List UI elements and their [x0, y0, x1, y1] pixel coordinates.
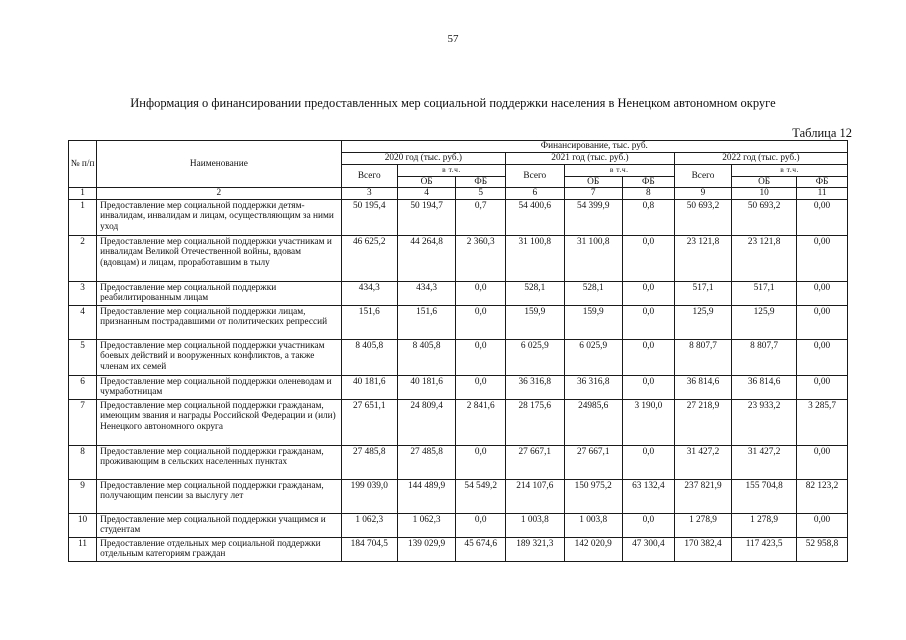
row-value: 0,0: [456, 445, 506, 479]
row-value: 50 693,2: [732, 199, 797, 235]
row-value: 31 100,8: [506, 235, 564, 281]
row-name: Предоставление мер социальной поддержки оленеводам и чумработницам: [97, 375, 342, 399]
row-value: 23 121,8: [732, 235, 797, 281]
table-row: [69, 537, 848, 561]
row-value: 0,0: [456, 513, 506, 537]
row-value: 24985,6: [564, 399, 622, 445]
row-value: 517,1: [732, 281, 797, 305]
row-value: 36 316,8: [564, 375, 622, 399]
row-value: 28 175,6: [506, 399, 564, 445]
table-row: [69, 375, 848, 399]
row-value: 31 427,2: [732, 445, 797, 479]
row-value: 1 062,3: [397, 513, 455, 537]
row-value: 517,1: [674, 281, 731, 305]
row-name: Предоставление мер социальной поддержки участникам и инвалидам Великой Отечественной войны, вдовам (вдовцам) и лицам, проработавшим в тылу: [97, 235, 342, 281]
row-value: 214 107,6: [506, 479, 564, 513]
row-value: 8 405,8: [397, 339, 455, 375]
row-value: 1 062,3: [341, 513, 397, 537]
row-value: 47 300,4: [622, 537, 674, 561]
row-value: 50 194,7: [397, 199, 455, 235]
table-row: [69, 339, 848, 375]
row-number: 4: [69, 305, 97, 339]
row-value: 0,00: [797, 513, 848, 537]
col-number: 6: [506, 188, 564, 200]
row-number: 11: [69, 537, 97, 561]
header-year-2020: 2020 год (тыс. руб.): [341, 153, 505, 165]
row-value: 0,00: [797, 199, 848, 235]
col-number: 4: [397, 188, 455, 200]
row-value: 0,0: [622, 445, 674, 479]
row-value: 36 316,8: [506, 375, 564, 399]
row-number: 6: [69, 375, 97, 399]
header-fb-2022: ФБ: [797, 176, 848, 188]
row-value: 0,0: [622, 305, 674, 339]
row-value: 528,1: [564, 281, 622, 305]
row-value: 144 489,9: [397, 479, 455, 513]
row-value: 0,7: [456, 199, 506, 235]
row-value: 125,9: [732, 305, 797, 339]
row-value: 27 667,1: [564, 445, 622, 479]
row-value: 0,00: [797, 339, 848, 375]
row-number: 9: [69, 479, 97, 513]
row-value: 237 821,9: [674, 479, 731, 513]
row-value: 31 427,2: [674, 445, 731, 479]
header-financing: Финансирование, тыс. руб.: [341, 141, 847, 153]
header-year-2021: 2021 год (тыс. руб.): [506, 153, 675, 165]
row-value: 159,9: [506, 305, 564, 339]
row-name: Предоставление отдельных мер социальной поддержки отдельным категориям граждан: [97, 537, 342, 561]
row-value: 1 003,8: [506, 513, 564, 537]
row-value: 139 029,9: [397, 537, 455, 561]
row-value: 3 285,7: [797, 399, 848, 445]
col-number: 8: [622, 188, 674, 200]
row-value: 23 121,8: [674, 235, 731, 281]
header-total-2020: Всего: [341, 165, 397, 188]
header-total-2021: Всего: [506, 165, 564, 188]
row-value: 3 190,0: [622, 399, 674, 445]
row-value: 0,00: [797, 445, 848, 479]
row-value: 0,0: [622, 513, 674, 537]
row-value: 1 003,8: [564, 513, 622, 537]
row-value: 50 693,2: [674, 199, 731, 235]
row-value: 36 814,6: [732, 375, 797, 399]
row-value: 27 485,8: [341, 445, 397, 479]
row-value: 528,1: [506, 281, 564, 305]
row-number: 5: [69, 339, 97, 375]
financing-table: [68, 140, 848, 562]
col-number: 1: [69, 188, 97, 200]
row-value: 54 400,6: [506, 199, 564, 235]
row-value: 151,6: [341, 305, 397, 339]
table-label: Таблица 12: [792, 126, 852, 140]
row-value: 46 625,2: [341, 235, 397, 281]
row-value: 0,0: [456, 339, 506, 375]
header-ob-2020: ОБ: [397, 176, 455, 188]
header-incl-2021: в т.ч.: [564, 165, 674, 177]
row-value: 155 704,8: [732, 479, 797, 513]
header-incl-2022: в т.ч.: [732, 165, 848, 177]
row-value: 150 975,2: [564, 479, 622, 513]
col-number: 9: [674, 188, 731, 200]
row-value: 2 841,6: [456, 399, 506, 445]
table-row: [69, 199, 848, 235]
row-value: 0,8: [622, 199, 674, 235]
row-value: 44 264,8: [397, 235, 455, 281]
row-value: 1 278,9: [732, 513, 797, 537]
row-value: 63 132,4: [622, 479, 674, 513]
row-value: 0,00: [797, 281, 848, 305]
row-value: 0,00: [797, 305, 848, 339]
row-number: 10: [69, 513, 97, 537]
row-value: 0,0: [622, 281, 674, 305]
row-value: 199 039,0: [341, 479, 397, 513]
row-number: 7: [69, 399, 97, 445]
row-value: 27 218,9: [674, 399, 731, 445]
document-title: Информация о финансировании предоставленных мер социальной поддержки населения в Ненецком автономном округе: [130, 96, 776, 110]
table-row: [69, 281, 848, 305]
row-value: 0,00: [797, 375, 848, 399]
row-name: Предоставление мер социальной поддержки реабилитированным лицам: [97, 281, 342, 305]
row-number: 1: [69, 199, 97, 235]
row-value: 0,0: [456, 305, 506, 339]
row-number: 2: [69, 235, 97, 281]
header-ob-2022: ОБ: [732, 176, 797, 188]
row-number: 3: [69, 281, 97, 305]
row-name: Предоставление мер социальной поддержки гражданам, имеющим звания и награды Российской Федерации и (или) Ненецкого автономного округа: [97, 399, 342, 445]
table-row: [69, 479, 848, 513]
col-number: 3: [341, 188, 397, 200]
row-value: 6 025,9: [506, 339, 564, 375]
table-body: [69, 199, 848, 561]
row-value: 8 405,8: [341, 339, 397, 375]
row-value: 0,0: [456, 375, 506, 399]
header-year-2022: 2022 год (тыс. руб.): [674, 153, 847, 165]
header-fb-2021: ФБ: [622, 176, 674, 188]
header-fb-2020: ФБ: [456, 176, 506, 188]
row-value: 6 025,9: [564, 339, 622, 375]
row-name: Предоставление мер социальной поддержки гражданам, получающим пенсии за выслугу лет: [97, 479, 342, 513]
row-value: 23 933,2: [732, 399, 797, 445]
row-value: 45 674,6: [456, 537, 506, 561]
table-row: [69, 235, 848, 281]
page-number: 57: [447, 33, 459, 45]
row-value: 54 549,2: [456, 479, 506, 513]
row-value: 151,6: [397, 305, 455, 339]
row-value: 8 807,7: [674, 339, 731, 375]
row-value: 125,9: [674, 305, 731, 339]
row-value: 36 814,6: [674, 375, 731, 399]
row-number: 8: [69, 445, 97, 479]
row-name: Предоставление мер социальной поддержки участникам боевых действий и вооруженных конфликтов, а также членам их семей: [97, 339, 342, 375]
row-value: 434,3: [341, 281, 397, 305]
col-number: 7: [564, 188, 622, 200]
table-row: [69, 513, 848, 537]
row-value: 189 321,3: [506, 537, 564, 561]
row-name: Предоставление мер социальной поддержки учащимся и студентам: [97, 513, 342, 537]
col-number: 2: [97, 188, 342, 200]
row-value: 50 195,4: [341, 199, 397, 235]
header-total-2022: Всего: [674, 165, 731, 188]
row-value: 27 651,1: [341, 399, 397, 445]
row-value: 0,00: [797, 235, 848, 281]
row-value: 1 278,9: [674, 513, 731, 537]
row-value: 0,0: [622, 375, 674, 399]
header-num: № п/п: [69, 141, 97, 188]
row-value: 434,3: [397, 281, 455, 305]
header-incl-2020: в т.ч.: [397, 165, 505, 177]
col-number: 10: [732, 188, 797, 200]
row-value: 24 809,4: [397, 399, 455, 445]
row-value: 27 485,8: [397, 445, 455, 479]
row-value: 142 020,9: [564, 537, 622, 561]
row-value: 54 399,9: [564, 199, 622, 235]
table-row: [69, 445, 848, 479]
row-value: 0,0: [622, 339, 674, 375]
row-value: 0,0: [456, 281, 506, 305]
row-value: 82 123,2: [797, 479, 848, 513]
row-value: 27 667,1: [506, 445, 564, 479]
row-value: 159,9: [564, 305, 622, 339]
col-number: 5: [456, 188, 506, 200]
row-name: Предоставление мер социальной поддержки лицам, признанным пострадавшими от политических репрессий: [97, 305, 342, 339]
header-name: Наименование: [97, 141, 342, 188]
table-row: [69, 399, 848, 445]
row-value: 117 423,5: [732, 537, 797, 561]
table-row: [69, 305, 848, 339]
header-ob-2021: ОБ: [564, 176, 622, 188]
row-value: 170 382,4: [674, 537, 731, 561]
row-value: 2 360,3: [456, 235, 506, 281]
row-value: 184 704,5: [341, 537, 397, 561]
row-value: 40 181,6: [341, 375, 397, 399]
row-name: Предоставление мер социальной поддержки детям-инвалидам, инвалидам и лицам, осуществляющим за ними уход: [97, 199, 342, 235]
col-number: 11: [797, 188, 848, 200]
row-value: 8 807,7: [732, 339, 797, 375]
row-value: 0,0: [622, 235, 674, 281]
row-value: 31 100,8: [564, 235, 622, 281]
row-name: Предоставление мер социальной поддержки гражданам, проживающим в сельских населенных пунктах: [97, 445, 342, 479]
row-value: 52 958,8: [797, 537, 848, 561]
row-value: 40 181,6: [397, 375, 455, 399]
